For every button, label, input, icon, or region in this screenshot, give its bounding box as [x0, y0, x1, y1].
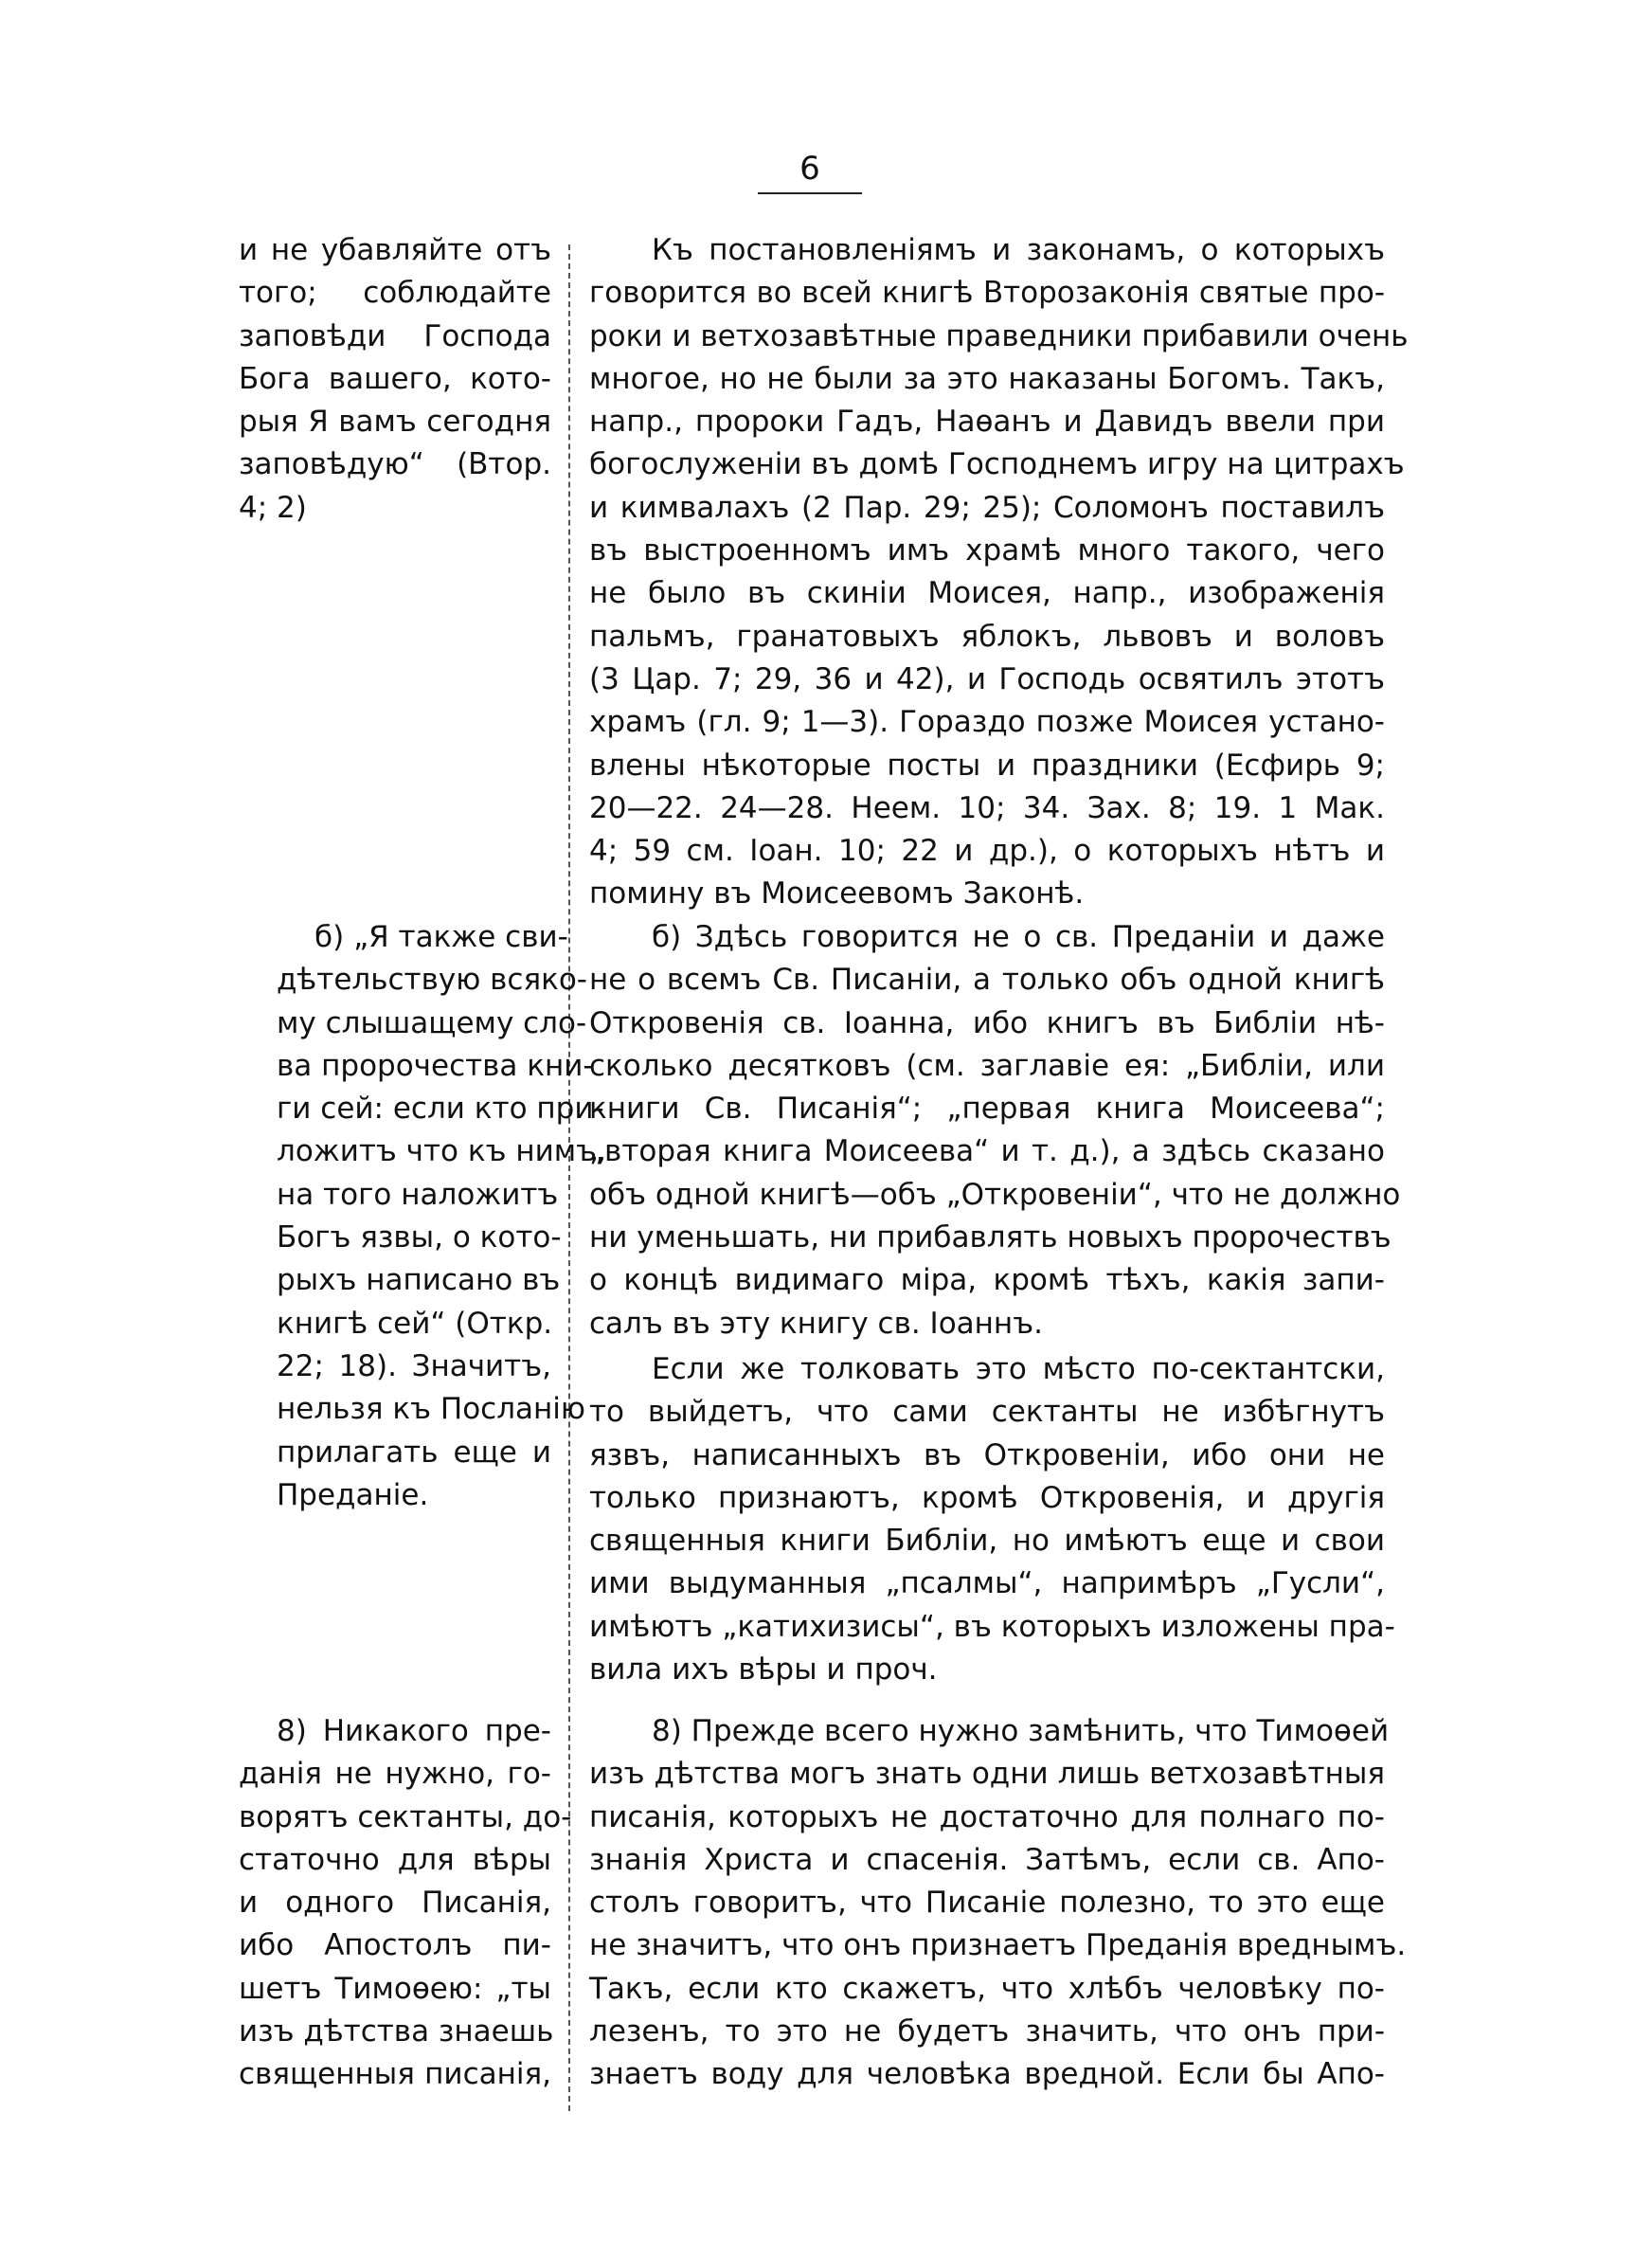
side-note-2	[239, 916, 606, 1517]
main-line: священныя книги Библіи, но имѣютъ еще и свои	[589, 1524, 1385, 1559]
side-note-line: рыхъ написано въ	[277, 1263, 561, 1298]
side-note-line: прилагать еще и	[277, 1435, 551, 1470]
main-paragraph-text	[589, 1710, 1407, 2097]
main-line: богослуженіи въ домѣ Господнемъ игру на цитрахъ	[589, 447, 1405, 482]
main-line: роки и ветхозавѣтные праведники прибавили очень	[589, 318, 1409, 353]
main-line: столъ говоритъ, что Писаніе полезно, то это еще	[589, 1886, 1385, 1921]
main-line: 8) Прежде всего нужно замѣнить, что Тимоѳей	[652, 1714, 1390, 1748]
main-line: Если же толковать это мѣсто по-сектантски,	[652, 1352, 1385, 1386]
main-line: только признаютъ, кромѣ Откровенія, и другія	[589, 1480, 1385, 1515]
side-note-line: рыя Я вамъ сегодня	[239, 405, 551, 440]
side-note-line: дѣтельствую всяко-	[277, 963, 587, 998]
main-line: книги Св. Писанія“; „первая книга Моисеева“;	[589, 1092, 1385, 1127]
main-line: Откровенія св. Іоанна, ибо книгъ въ Библіи нѣ-	[589, 1005, 1385, 1040]
main-line: Такъ, если кто скажетъ, что хлѣбъ человѣку по-	[589, 1971, 1385, 2006]
side-note-line: ибо Апостолъ пи-	[239, 1928, 551, 1963]
side-note-line: книгѣ сей“ (Откр.	[277, 1306, 553, 1341]
main-paragraph-4	[589, 1710, 1407, 2097]
main-line: въ выстроенномъ имъ храмѣ много такого, чего	[589, 533, 1385, 569]
side-note-line: священныя писанія,	[239, 2057, 551, 2092]
main-line: знанія Христа и спасенія. Затѣмъ, если св. Апо-	[589, 1842, 1385, 1877]
side-note-text	[239, 1710, 572, 2097]
side-note-line: Преданіе.	[277, 1477, 429, 1512]
main-line: изъ дѣтства могъ знать одни лишь ветхозавѣтныя	[589, 1757, 1385, 1792]
page-number-rule	[758, 192, 862, 194]
main-line: не значитъ, что онъ признаетъ Преданія вреднымъ.	[589, 1928, 1407, 1963]
main-line: помину въ Моисеевомъ Законѣ.	[589, 876, 1085, 912]
side-note-line: ворятъ сектанты, до-	[239, 1799, 572, 1834]
side-note-line: ложитъ что къ нимъ,	[277, 1134, 606, 1169]
main-line: ни уменьшать, ни прибавлять новыхъ пророчествъ	[589, 1220, 1392, 1255]
side-note-text	[239, 229, 551, 530]
main-line: (3 Цар. 7; 29, 36 и 42), и Господь освятилъ этотъ	[589, 661, 1385, 696]
main-line: 20—22. 24—28. Неем. 10; 34. Зах. 8; 19. 1 Мак.	[589, 790, 1385, 825]
main-line: знаетъ воду для человѣка вредной. Если бы Апо-	[589, 2057, 1385, 2092]
main-line: пальмъ, гранатовыхъ яблокъ, львовъ и воловъ	[589, 619, 1385, 654]
side-note-line: и одного Писанія,	[239, 1886, 551, 1921]
main-paragraph-text	[589, 229, 1409, 916]
side-note-line: данія не нужно, го-	[239, 1757, 551, 1792]
main-line: язвъ, написанныхъ въ Откровеніи, ибо они не	[589, 1437, 1385, 1472]
side-note-line: б) „Я также сви-	[314, 920, 568, 954]
main-line: салъ въ эту книгу св. Іоаннъ.	[589, 1306, 1043, 1341]
side-note-line: заповѣдую“ (Втор.	[239, 447, 551, 482]
main-line: Къ постановленіямъ и законамъ, о которыхъ	[652, 233, 1385, 267]
main-line: напр., пророки Гадъ, Наѳанъ и Давидъ ввели при	[589, 405, 1385, 440]
side-note-line: на того наложитъ	[277, 1177, 559, 1212]
main-paragraph-text	[589, 916, 1401, 1345]
main-paragraph-1	[589, 229, 1409, 916]
main-line: вила ихъ вѣры и проч.	[589, 1652, 938, 1688]
side-note-line: ги сей: если кто при-	[277, 1092, 604, 1127]
side-note-line: Богъ язвы, о кото-	[277, 1220, 562, 1255]
side-note-line: изъ дѣтства знаешь	[239, 2014, 554, 2049]
main-line: сколько десятковъ (см. заглавіе ея: „Библіи, или	[589, 1048, 1385, 1083]
side-note-text	[239, 916, 606, 1517]
side-note-1	[239, 229, 551, 530]
main-paragraph-3	[589, 1348, 1395, 1691]
main-line: ими выдуманныя „псалмы“, напримѣръ „Гусли“,	[589, 1566, 1385, 1601]
main-line: храмъ (гл. 9; 1—3). Гораздо позже Моисея устано-	[589, 705, 1385, 740]
main-line: писанія, которыхъ не достаточно для полнаго по-	[589, 1799, 1385, 1834]
main-line: влены нѣкоторые посты и праздники (Есфирь 9;	[589, 748, 1385, 783]
main-line: 4; 59 см. Іоан. 10; 22 и др.), о которыхъ нѣтъ и	[589, 834, 1385, 869]
side-note-line: заповѣди Господа	[239, 318, 551, 353]
main-line: б) Здѣсь говорится не о св. Преданіи и даже	[652, 920, 1385, 954]
main-line: то выйдетъ, что сами сектанты не избѣгнутъ	[589, 1395, 1385, 1430]
main-paragraph-text	[589, 1348, 1395, 1691]
side-note-line: 4; 2)	[239, 490, 307, 525]
side-note-line: нельзя къ Посланію	[277, 1392, 585, 1427]
main-line: объ одной книгѣ—объ „Откровеніи“, что не должно	[589, 1177, 1401, 1212]
main-line: лезенъ, то это не будетъ значить, что онъ при-	[589, 2014, 1385, 2049]
side-note-line: и не убавляйте отъ	[239, 233, 551, 267]
main-line: и кимвалахъ (2 Пар. 29; 25); Соломонъ поставилъ	[589, 490, 1385, 525]
main-line: не было въ скиніи Моисея, напр., изображенія	[589, 576, 1385, 611]
main-line: о концѣ видимаго міра, кромѣ тѣхъ, какія запи-	[589, 1263, 1385, 1298]
side-note-line: 8) Никакого пре-	[277, 1714, 551, 1748]
side-note-3	[239, 1710, 572, 2097]
main-line: „вторая книга Моисеева“ и т. д.), а здѣсь сказано	[589, 1134, 1385, 1169]
main-line: многое, но не были за это наказаны Богомъ. Такъ,	[589, 361, 1385, 396]
side-note-line: шетъ Тимоѳею: „ты	[239, 1971, 551, 2006]
side-note-line: ва пророчества кни-	[277, 1048, 594, 1083]
page-number: 6	[799, 150, 820, 188]
side-note-line: статочно для вѣры	[239, 1842, 551, 1877]
side-note-line: 22; 18). Значитъ,	[277, 1348, 551, 1383]
main-line: не о всемъ Св. Писаніи, а только объ одной книгѣ	[589, 963, 1385, 998]
side-note-line: того; соблюдайте	[239, 276, 551, 311]
main-line: имѣютъ „катихизисы“, въ которыхъ изложены пра-	[589, 1609, 1395, 1644]
main-line: говорится во всей книгѣ Второзаконія святые про-	[589, 276, 1385, 311]
side-note-line: му слышащему сло-	[277, 1005, 587, 1040]
main-paragraph-2	[589, 916, 1401, 1345]
side-note-line: Бога вашего, кото-	[239, 361, 551, 396]
